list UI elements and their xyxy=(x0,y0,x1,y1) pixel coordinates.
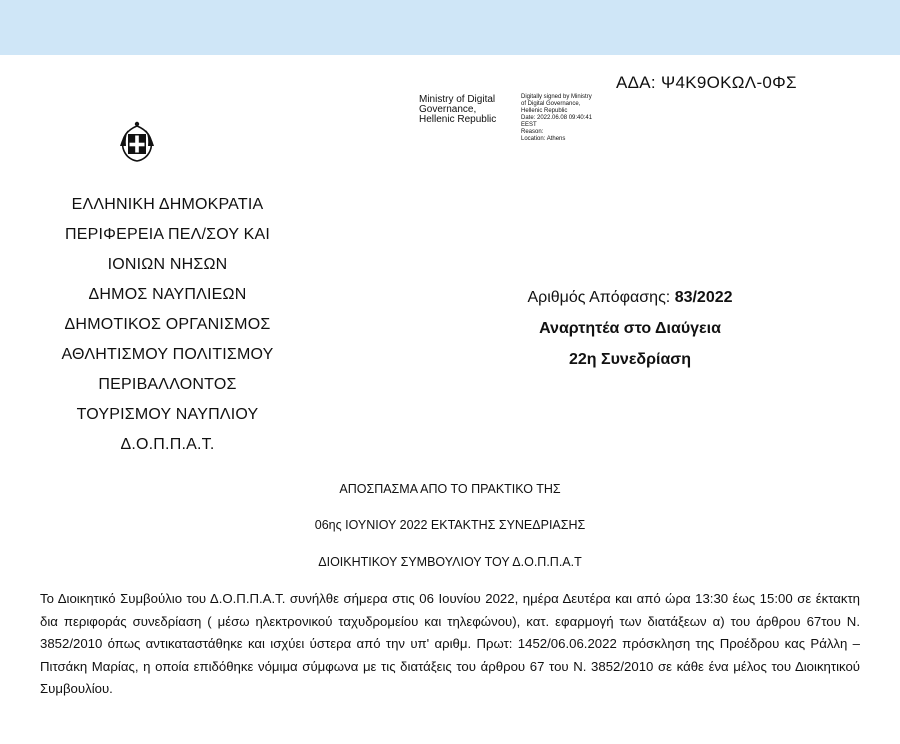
decision-number-value: 83/2022 xyxy=(674,289,733,306)
greek-coat-of-arms-icon xyxy=(117,120,157,164)
signer-line: Ministry of Digital xyxy=(419,94,496,105)
signer-line: Hellenic Republic xyxy=(419,114,497,125)
body-paragraph: Το Διοικητικό Συμβούλιο του Δ.Ο.Π.Π.Α.Τ. συνήλθε σήμερα στις 06 Ιουνίου 2022, ημέρα Δευτέρα και από ώρα 13:30 έως 15:00 σε έκτακτη δια περιφοράς συνεδρίαση ( μέσω ηλεκτρονικού ταχυδρομείου και τηλεφώνου), κατ. εφαρμογή των διατάξεων α) του άρθρου 67του Ν. 3852/2010 όπως αντικαταστάθηκε και ισχύει ύστερα από την υπ' αριθμ. Πρωτ: 1452/06.06.2022 πρόσκληση της Προέδρου κας Ράλλη – Πιτσάκη Μαρίας, η οποία επιδόθηκε νόμιμα σύμφωνα με τις διατάξεις του άρθρου 67 του Ν. 3852/2010 σε κάθε ένα μέλος του Διοικητικού Συμβουλίου. xyxy=(40,591,860,696)
ada-code: ΑΔΑ: Ψ4Κ9ΟΚΩΛ-0ΦΣ xyxy=(616,73,797,92)
authority-line: ΑΘΛΗΤΙΣΜΟΥ ΠΟΛΙΤΙΣΜΟΥ xyxy=(61,346,274,363)
signer-name xyxy=(419,95,496,125)
decision-info xyxy=(470,282,790,375)
signer-line: Governance, xyxy=(419,104,477,115)
signature-line: Hellenic Republic xyxy=(521,108,568,114)
signature-line: Location: Athens xyxy=(521,136,566,142)
signature-line: EEST xyxy=(521,122,537,128)
signature-line: Date: 2022.06.08 09:40:41 xyxy=(521,115,593,121)
authority-line: ΙΟΝΙΩΝ ΝΗΣΩΝ xyxy=(107,256,228,273)
excerpt-board: ΔΙΟΙΚΗΤΙΚΟΥ ΣΥΜΒΟΥΛΙΟΥ ΤΟΥ Δ.Ο.Π.Π.Α.Τ xyxy=(318,555,582,569)
excerpt-title: ΑΠΟΣΠΑΣΜΑ ΑΠΟ ΤΟ ΠΡΑΚΤΙΚΟ ΤΗΣ xyxy=(339,482,561,496)
session-number: 22η Συνεδρίαση xyxy=(568,351,692,368)
authority-line: ΤΟΥΡΙΣΜΟΥ ΝΑΥΠΛΙΟΥ xyxy=(76,406,259,423)
posting-note: Αναρτητέα στο Διαύγεια xyxy=(539,320,721,337)
digital-signature-details xyxy=(521,94,592,143)
top-banner xyxy=(0,0,900,55)
authority-line: Δ.Ο.Π.Π.Α.Τ. xyxy=(120,436,215,453)
authority-line: ΕΛΛΗΝΙΚΗ ΔΗΜΟΚΡΑΤΙΑ xyxy=(71,196,264,213)
decision-number-label: Αριθμός Απόφασης: xyxy=(527,289,675,306)
issuing-authority xyxy=(25,190,310,460)
authority-line: ΔΗΜΟΣ ΝΑΥΠΛΙΕΩΝ xyxy=(88,286,247,303)
signature-line: of Digital Governance, xyxy=(521,101,581,107)
signature-line: Digitally signed by Ministry xyxy=(521,94,592,100)
excerpt-session-date: 06ης ΙΟΥΝΙΟΥ 2022 ΕΚΤΑΚΤΗΣ ΣΥΝΕΔΡΙΑΣΗΣ xyxy=(314,518,586,532)
authority-line: ΠΕΡΙΦΕΡΕΙΑ ΠΕΛ/ΣΟΥ ΚΑΙ xyxy=(64,226,270,243)
signature-line: Reason: xyxy=(521,129,544,135)
authority-line: ΠΕΡΙΒΑΛΛΟΝΤΟΣ xyxy=(98,376,237,393)
decision-number xyxy=(470,282,790,313)
authority-line: ΔΗΜΟΤΙΚΟΣ ΟΡΓΑΝΙΣΜΟΣ xyxy=(64,316,271,333)
